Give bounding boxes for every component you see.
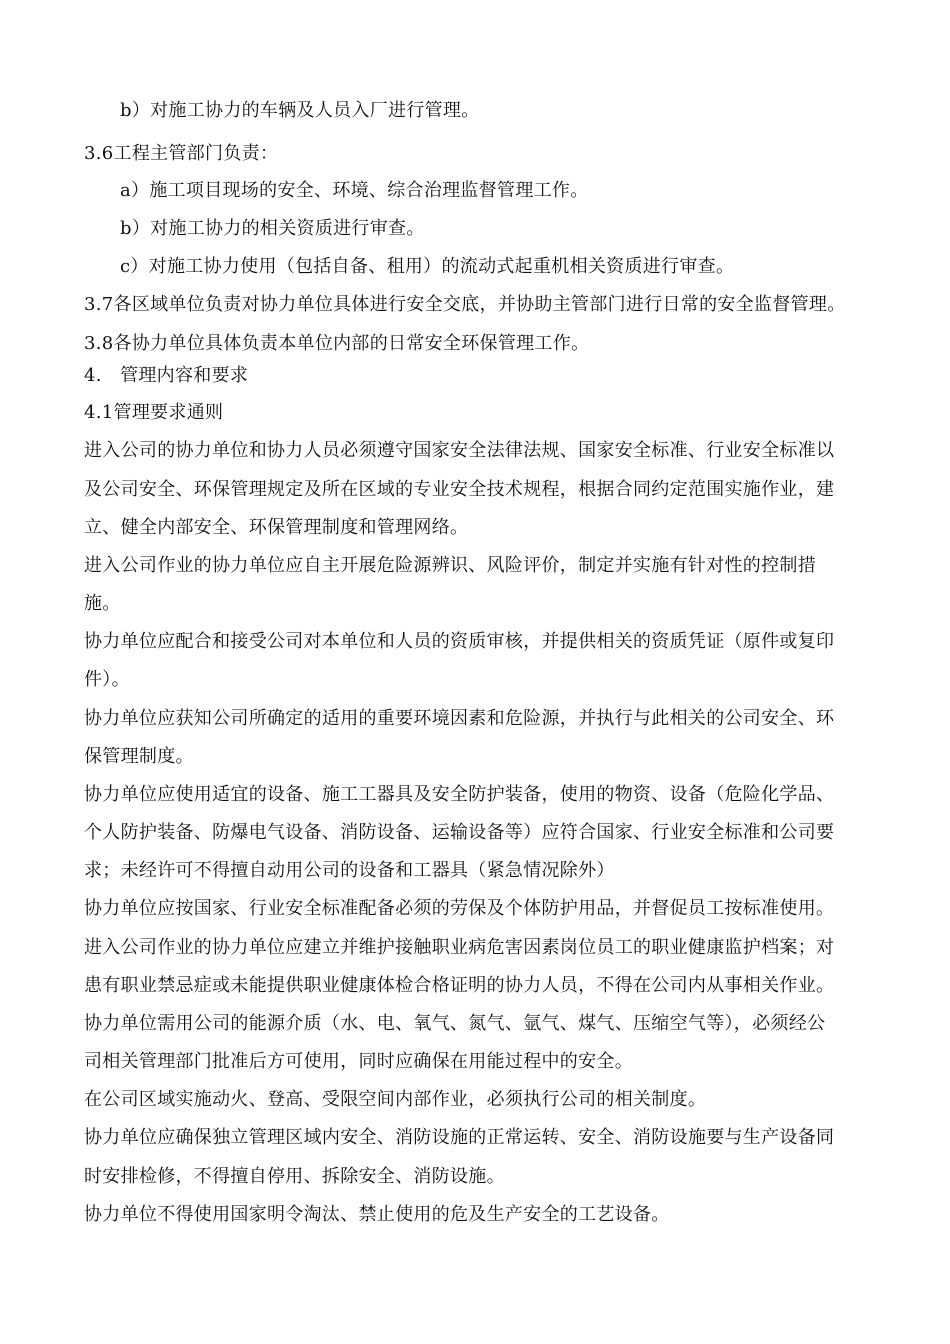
paragraph-line: 司相关管理部门批准后方可使用，同时应确保在用能过程中的安全。: [84, 1051, 633, 1072]
section-heading: 3.6工程主管部门负责：: [84, 143, 279, 164]
paragraph-line: 及公司安全、环保管理规定及所在区域的专业安全技术规程，根据合同约定范围实施作业，建: [84, 479, 835, 500]
paragraph-line: 协力单位应确保独立管理区域内安全、消防设施的正常运转、安全、消防设施要与生产设备同: [84, 1127, 835, 1148]
paragraph-line: 时安排检修，不得擅自停用、拆除安全、消防设施。: [84, 1166, 505, 1187]
paragraph-line: 协力单位应使用适宜的设备、施工工器具及安全防护装备，使用的物资、设备（危险化学品、: [84, 784, 835, 805]
paragraph-line: 施。: [84, 593, 121, 614]
paragraph-line: 协力单位应按国家、行业安全标准配备必须的劳保及个体防护用品，并督促员工按标准使用。: [84, 898, 835, 919]
text-line: b）对施工协力的车辆及人员入厂进行管理。: [120, 100, 480, 121]
text-line: 3.8各协力单位具体负责本单位内部的日常安全环保管理工作。: [84, 333, 590, 354]
paragraph-line: 求；未经许可不得擅自动用公司的设备和工器具（紧急情况除外）: [84, 860, 615, 881]
text-line: a）施工项目现场的安全、环境、综合治理监督管理工作。: [120, 180, 589, 201]
paragraph-line: 保管理制度。: [84, 746, 194, 767]
paragraph-line: 协力单位需用公司的能源介质（水、电、氧气、氮气、氩气、煤气、压缩空气等），必须经公: [84, 1013, 826, 1034]
section-heading: 4. 管理内容和要求: [84, 365, 249, 386]
paragraph-line: 患有职业禁忌症或未能提供职业健康体检合格证明的协力人员，不得在公司内从事相关作业。: [84, 975, 835, 996]
paragraph-line: 在公司区域实施动火、登高、受限空间内部作业，必须执行公司的相关制度。: [84, 1089, 707, 1110]
paragraph-line: 立、健全内部安全、环保管理制度和管理网络。: [84, 517, 469, 538]
text-line: c）对施工协力使用（包括自备、租用）的流动式起重机相关资质进行审查。: [120, 256, 735, 277]
text-line: 3.7各区域单位负责对协力单位具体进行安全交底，并协助主管部门进行日常的安全监督管理。: [84, 294, 846, 315]
paragraph-line: 件）。: [84, 669, 130, 690]
paragraph-line: 协力单位应获知公司所确定的适用的重要环境因素和危险源，并执行与此相关的公司安全、环: [84, 708, 835, 729]
paragraph-line: 协力单位不得使用国家明令淘汰、禁止使用的危及生产安全的工艺设备。: [84, 1204, 670, 1225]
paragraph-line: 个人防护装备、防爆电气设备、消防设备、运输设备等）应符合国家、行业安全标准和公司要: [84, 822, 835, 843]
paragraph-line: 进入公司作业的协力单位应建立并维护接触职业病危害因素岗位员工的职业健康监护档案；对: [84, 937, 835, 958]
text-line: b）对施工协力的相关资质进行审查。: [120, 218, 425, 239]
paragraph-line: 进入公司作业的协力单位应自主开展危险源辨识、风险评价，制定并实施有针对性的控制措: [84, 555, 816, 576]
paragraph-line: 进入公司的协力单位和协力人员必须遵守国家安全法律法规、国家安全标准、行业安全标准以: [84, 440, 835, 461]
paragraph-line: 协力单位应配合和接受公司对本单位和人员的资质审核，并提供相关的资质凭证（原件或复印: [84, 631, 835, 652]
section-heading: 4.1管理要求通则: [84, 402, 224, 423]
